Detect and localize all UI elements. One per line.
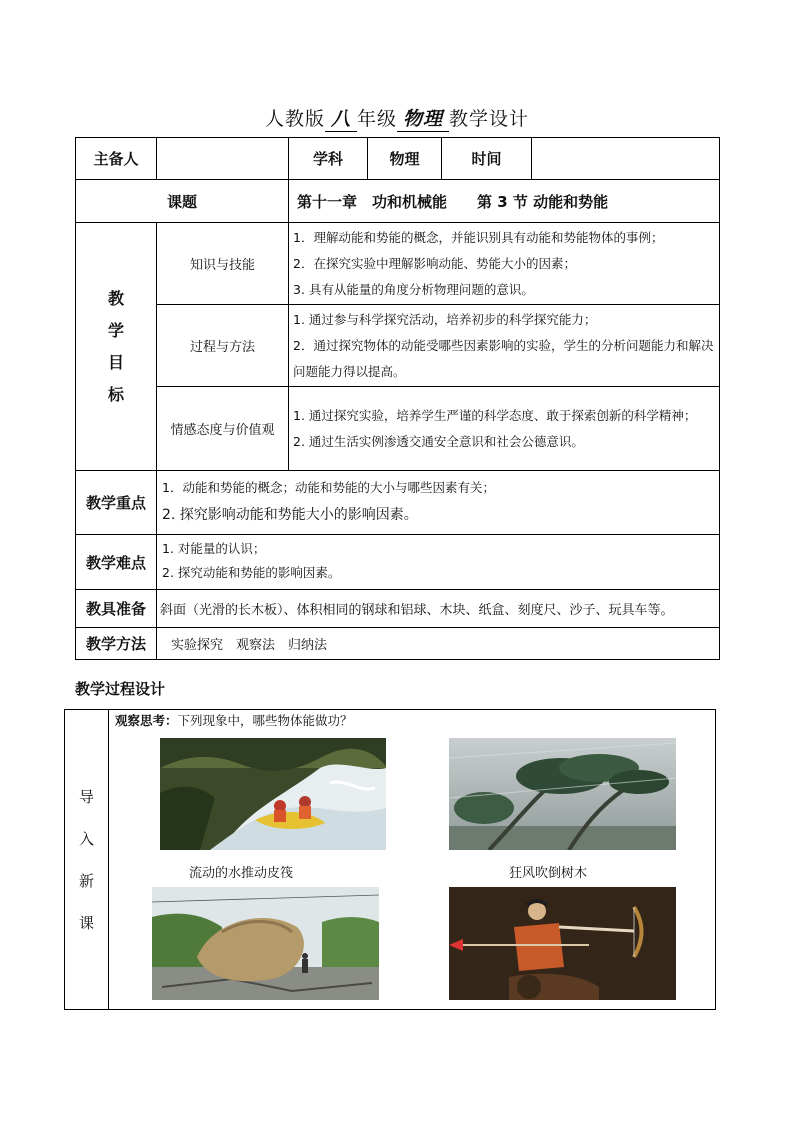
- objective-row-process: [76, 305, 720, 387]
- stage-label-char: 导: [78, 787, 94, 806]
- stage-label-char: 新: [78, 871, 94, 890]
- prompt-text: 下列现象中，哪些物体能做功？: [177, 713, 353, 728]
- topic-label: 课题: [76, 180, 289, 223]
- header-row: [76, 138, 720, 180]
- difficulty-line: 2. 探究动能和势能的影响因素。: [162, 565, 341, 580]
- objective-row-knowledge: [76, 223, 720, 305]
- key-point-line: 2. 探究影响动能和势能大小的影响因素。: [162, 506, 418, 523]
- objective-line: 2．通过探究物体的动能受哪些因素影响的实验，学生的分析问题能力和解决问题能力得以提高。: [293, 337, 714, 379]
- rafting-photo: [160, 738, 386, 850]
- topic-value: 第十一章 功和机械能 第 3 节 动能和势能: [289, 180, 720, 223]
- difficulties-content: [157, 535, 720, 590]
- materials-value: 斜面（光滑的长木板）、体积相同的钢球和铝球、木块、纸盒、刻度尺、沙子、玩具车等。: [157, 590, 720, 628]
- difficulty-line: 1. 对能量的认识；: [162, 541, 266, 556]
- document-title: [0, 104, 794, 132]
- objective-content-process: [289, 305, 720, 387]
- objective-line: 1. 通过参与科学探究活动，培养初步的科学探究能力；: [293, 311, 597, 327]
- objective-line: 2. 通过生活实例渗透交通安全意识和社会公德意识。: [293, 433, 584, 449]
- process-heading: 教学过程设计: [75, 680, 166, 698]
- difficulties-label: 教学难点: [76, 535, 157, 590]
- observe-prompt: [115, 711, 353, 729]
- stage-label-char: 课: [78, 913, 94, 932]
- archer-photo: [449, 887, 676, 1000]
- prompt-bold: 观察思考：: [115, 713, 178, 728]
- subject-label: 学科: [289, 138, 368, 180]
- subject-blank: 物理: [397, 104, 449, 132]
- stage-label: [65, 710, 109, 1010]
- objective-name-process: 过程与方法: [157, 305, 289, 387]
- objectives-label: [76, 223, 157, 471]
- subject-value: 物理: [368, 138, 442, 180]
- lesson-plan-table: [75, 137, 720, 660]
- objectives-label-char: 学: [107, 320, 124, 340]
- objective-line: 1. 通过探究实验，培养学生严谨的科学态度、敢于探索创新的科学精神；: [293, 407, 697, 423]
- objectives-label-char: 教: [107, 288, 124, 308]
- title-suffix: 教学设计: [449, 108, 530, 130]
- objectives-label-char: 目: [107, 352, 124, 372]
- objective-content-attitude: [289, 387, 720, 471]
- materials-label: 教具准备: [76, 590, 157, 628]
- boulder-photo: [152, 887, 379, 1000]
- objective-line: 3. 具有从能量的角度分析物理问题的意识。: [293, 281, 534, 297]
- caption-storm: 狂风吹倒树木: [509, 866, 588, 881]
- materials-row: [76, 590, 720, 628]
- storm-trees-photo: [449, 738, 676, 850]
- time-label: 时间: [442, 138, 532, 180]
- time-value: [532, 138, 720, 180]
- topic-row: [76, 180, 720, 223]
- key-points-content: [157, 471, 720, 535]
- stage-label-char: 入: [78, 829, 94, 848]
- key-point-line: 1．动能和势能的概念；动能和势能的大小与哪些因素有关；: [162, 479, 495, 495]
- methods-value: 实验探究 观察法 归纳法: [157, 628, 720, 660]
- key-points-row: [76, 471, 720, 535]
- lead-value: [157, 138, 289, 180]
- objective-line: 1．理解动能和势能的概念，并能识别具有动能和势能物体的事例；: [293, 229, 664, 245]
- objective-name-knowledge: 知识与技能: [157, 223, 289, 305]
- process-table: [64, 709, 716, 1010]
- caption-rafting: 流动的水推动皮筏: [189, 866, 294, 881]
- grade-blank: 八: [325, 104, 357, 132]
- key-points-label: 教学重点: [76, 471, 157, 535]
- objective-name-attitude: 情感态度与价值观: [157, 387, 289, 471]
- title-prefix: 人教版: [264, 108, 325, 130]
- objective-row-attitude: [76, 387, 720, 471]
- title-mid: 年级: [356, 108, 397, 130]
- lead-label: 主备人: [76, 138, 157, 180]
- methods-label: 教学方法: [76, 628, 157, 660]
- objective-line: 2．在探究实验中理解影响动能、势能大小的因素；: [293, 255, 576, 271]
- intro-content: [109, 710, 716, 1010]
- objectives-label-char: 标: [107, 384, 124, 404]
- methods-row: [76, 628, 720, 660]
- objective-content-knowledge: [289, 223, 720, 305]
- difficulties-row: [76, 535, 720, 590]
